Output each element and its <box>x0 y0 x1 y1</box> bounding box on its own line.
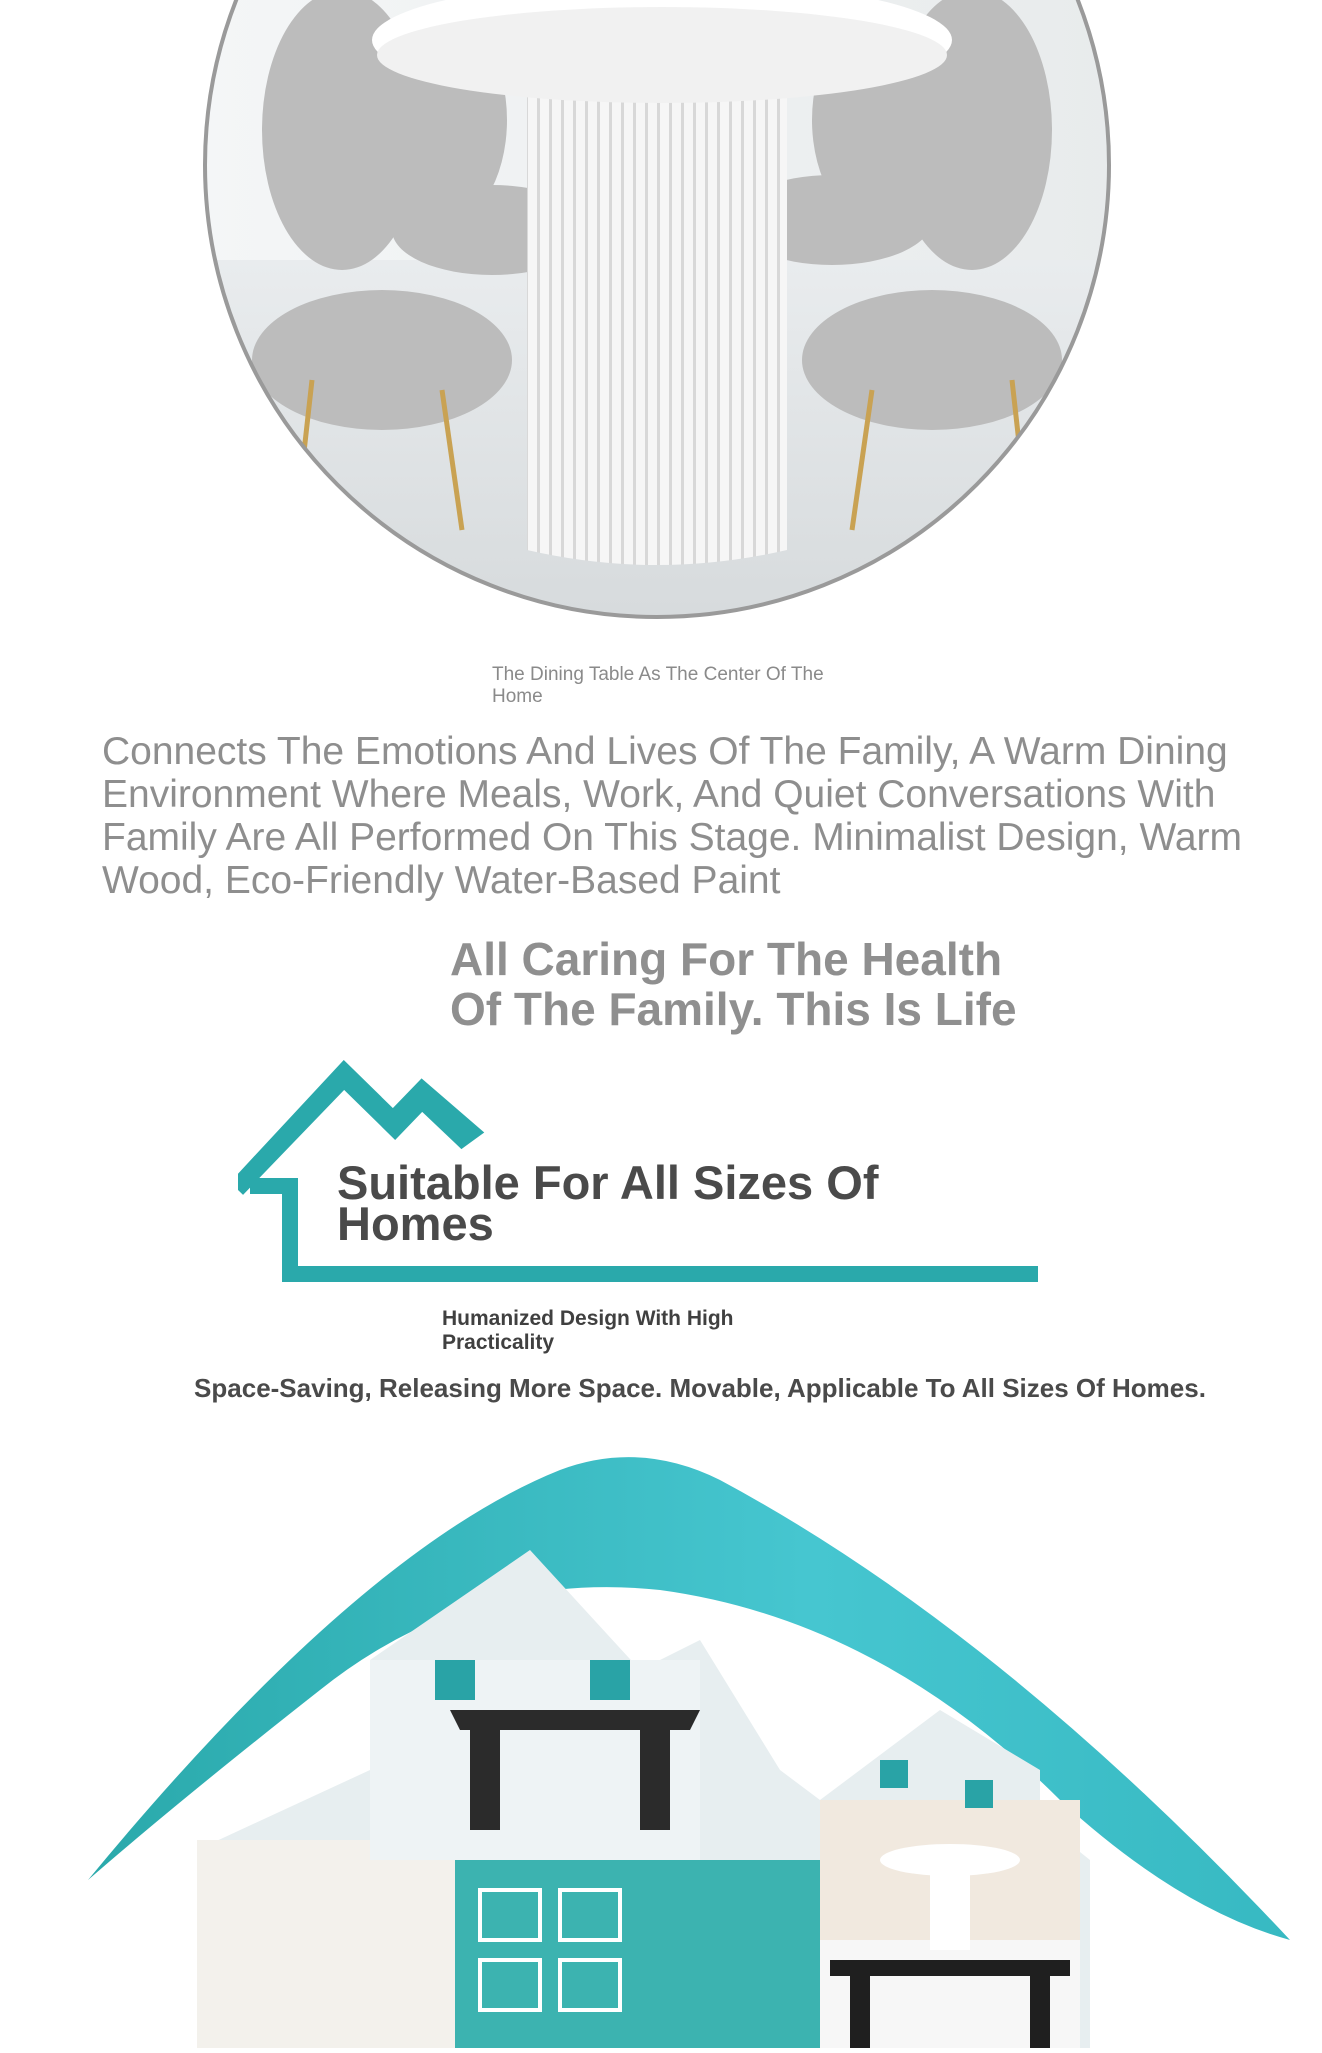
caption-dining-table-center: The Dining Table As The Center Of The Home <box>492 664 824 707</box>
tagline-space-saving: Space-Saving, Releasing More Space. Movable, Applicable To All Sizes Of Homes. <box>194 1373 1206 1403</box>
subheadline: All Caring For The Health Of The Family. This Is Life <box>450 933 1017 1035</box>
caption-humanized-design: Humanized Design With High Practicality <box>442 1307 734 1354</box>
section-title-sizes: Suitable For All Sizes Of Homes <box>337 1156 879 1250</box>
hero-product-image <box>192 0 1122 630</box>
body-paragraph: Connects The Emotions And Lives Of The Family, A Warm Dining Environment Where Meals, Work, And Quiet Conversations With Family Are All Performed On This Stage. Minimalist Design, Warm Wood, Eco-Friendly Water-Based Paint <box>102 730 1243 902</box>
house-roof-rooms-collage <box>0 1440 1322 2048</box>
